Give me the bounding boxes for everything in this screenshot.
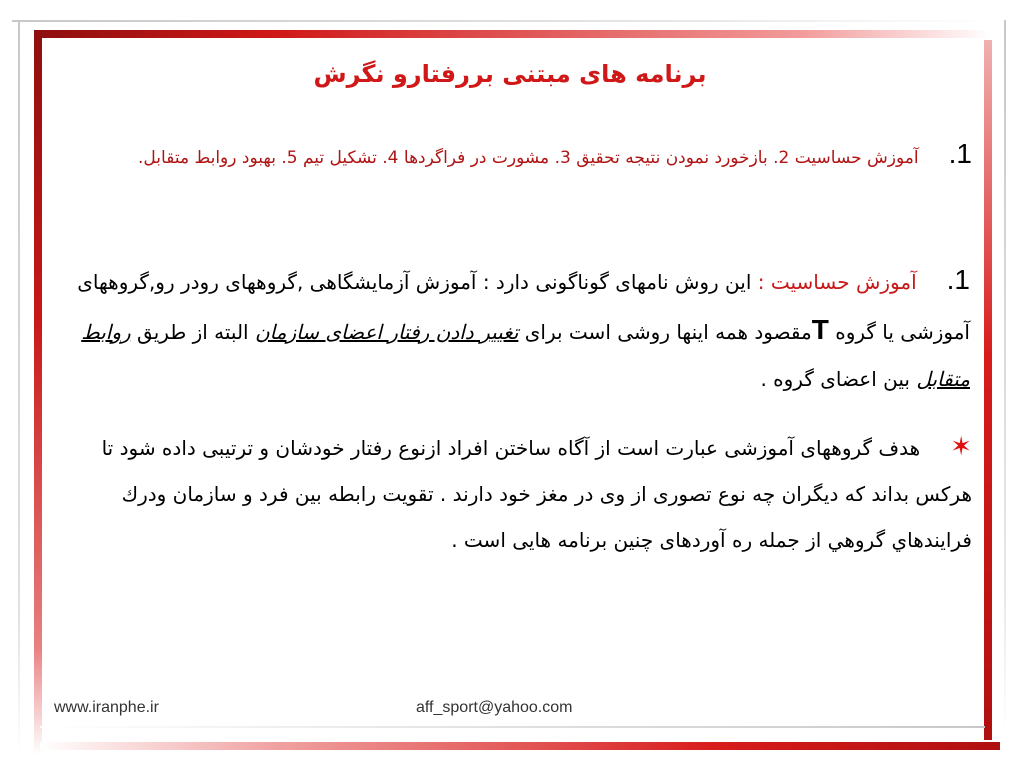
t-group-letter: T [811, 314, 829, 345]
item-text-a: این روش نامهای گوناگونی دارد : آموزش آزمایشگاهی ,گروههای رودر رو,گروههای آموزشی یا گروه [77, 270, 970, 344]
item-heading: آموزش حساسیت : [751, 270, 917, 294]
footer-email: aff_sport@yahoo.com [416, 699, 573, 716]
top-border-thin [12, 20, 997, 22]
list-item-1 [50, 136, 972, 176]
item-number: 1. [948, 138, 972, 169]
item-text-d: بین اعضای گروه . [760, 367, 917, 391]
list-item-2 [70, 256, 970, 403]
item-text: هدف گروههای آموزشی عبارت است از آگاه ساختن افراد ازنوع رفتار خودشان و ترتیبی داده شود تا هرکس بداند که دیگران چه نوع تصوری از وی در مغز خود دارند . تقویت رابطه بین فرد و سازمان ودرك فرايندهاي گروهي از جمله ره آوردهای چنین برنامه هایی است . [101, 436, 972, 552]
left-border-bar [34, 30, 42, 755]
top-border-bar [36, 30, 991, 38]
item-number: 1. [946, 264, 970, 295]
right-border-thin [1004, 20, 1006, 735]
item-text-c: البته از طریق [130, 320, 255, 344]
item-text-b: مقصود همه اینها روشی است برای [518, 320, 812, 344]
right-border-bar [984, 40, 992, 740]
bottom-border-thin [40, 726, 985, 728]
list-item-3 [50, 424, 972, 563]
underlined-phrase-2: روابط متقابل [81, 320, 970, 391]
footer-website: www.iranphe.ir [54, 699, 159, 716]
underlined-phrase-1: تغییر دادن رفتار اعضای سازمان [254, 320, 519, 344]
left-border-thin [18, 20, 20, 755]
slide-title: برنامه های مبتنی بررفتارو نگرش [313, 60, 707, 88]
bottom-border-bar [40, 742, 1000, 750]
item-text: آموزش حساسیت 2. بازخورد نمودن نتیجه تحقیق 3. مشورت در فراگردها 4. تشکیل تیم 5. بهبود روابط متقابل. [138, 148, 919, 168]
star-bullet-icon: ✶ [950, 432, 972, 462]
